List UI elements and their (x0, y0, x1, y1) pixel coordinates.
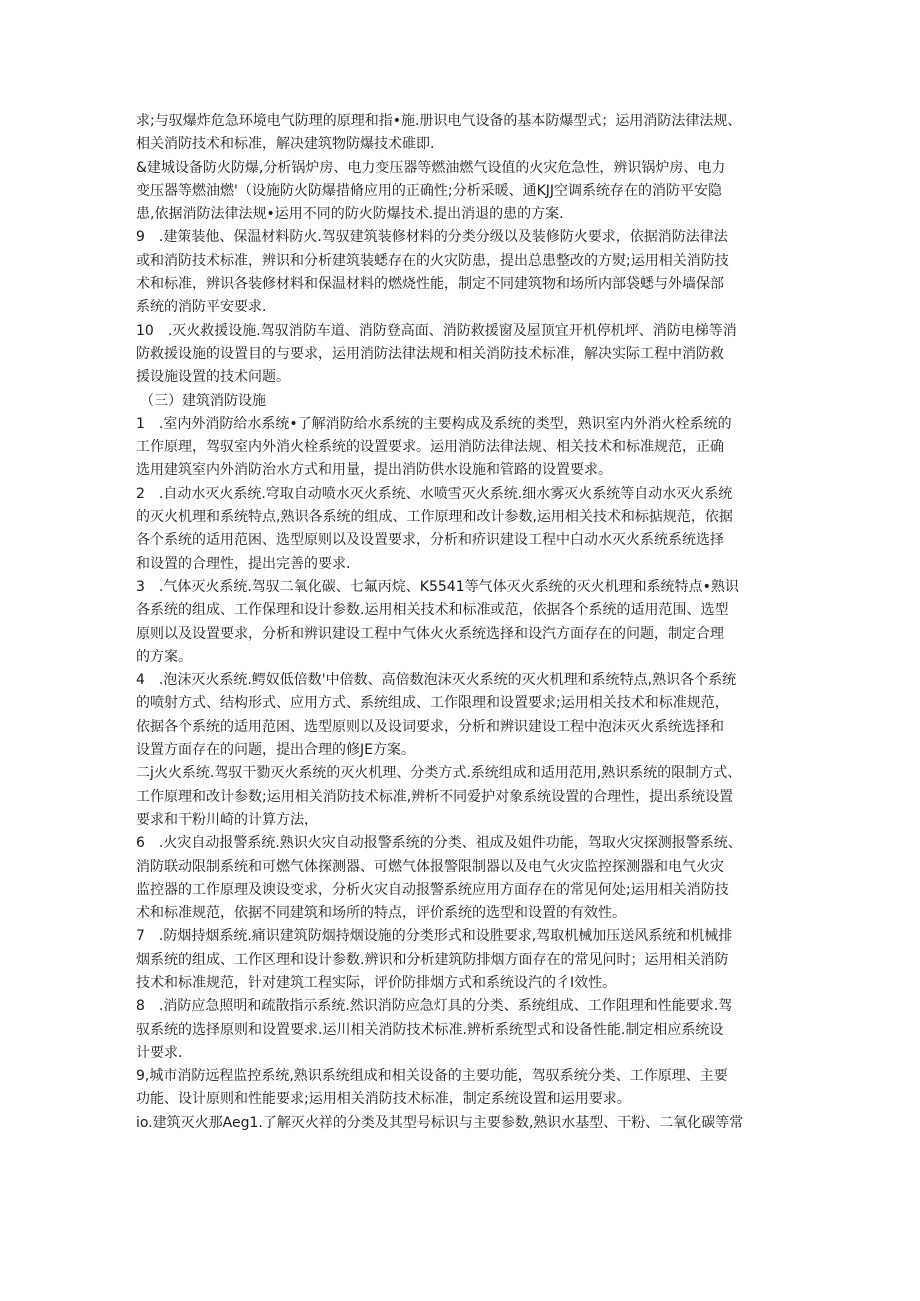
text-line: 相关消防技术和标准，解决建筑物防爆技术碓即. (136, 136, 435, 153)
text-line: 工作原理和改计参数;运用相关消防技术标准,辨析不同爱护对象系统设置的合理性，提出系统设置 (136, 788, 734, 805)
item-foam-extinguishing (136, 669, 800, 762)
item-fire-extinguishers (136, 1112, 800, 1135)
text-line: 功能、设计原则和性能要求;运用相关消防技术标准，制定系统设置和运用要求。 (136, 1091, 631, 1108)
text-line: 驭系统的选择原则和设置要求.运川相关消防技术标准.辨析系统型式和设备性能.制定相应系统设 (136, 1021, 724, 1038)
paragraph-decoration-insulation (136, 226, 800, 319)
text-line: 或和消防技术标准，辨识和分析建筑装蟋存在的火灾防患，提出总患整改的方熨;运用相关消防技 (136, 252, 729, 269)
text-line: &建城设备防火防爆,分析锅炉房、电力变压器等燃油燃气设值的火灾危急性，辨识锅炉房、电力 (136, 159, 726, 176)
text-line: io.建筑灭火那Aeg1.了解灭火祥的分类及其型号标识与主要参数,熟识水基型、干粉、二氧化碳等常 (136, 1114, 744, 1131)
item-dry-powder (136, 762, 800, 832)
text-line: 2 .自动水灭火系统.穹取自动喷水灭火系统、水喷雪灭火系统.细水雾灭火系统等自动水灭火系统 (136, 485, 733, 502)
text-line: 的方案。 (136, 648, 192, 665)
text-line: 计要求. (136, 1044, 183, 1061)
text-line: 设置方面存在的问题，提出合理的修JE方案。 (136, 742, 415, 759)
text-line: 系统的消防平安要求. (136, 299, 267, 316)
text-line: 1 .室内外消防给水系统•了解消防给水系统的主要构成及系统的类型，熟识室内外消火栓系统的 (136, 415, 732, 432)
text-line: 10 .灭火救援设施.驾驭消防车道、消防登高面、消防救援窗及屋顶宜开机停机坪、消防电梯等消 (136, 322, 737, 339)
document-body (136, 110, 800, 1135)
text-line: 4 .泡沫灭火系统.鳄奴低倍数'中倍数、高倍数泡沫灭火系统的灭火机理和系统特点,熟识各个系统 (136, 672, 737, 689)
text-line: 援设施设置的技术问题。 (136, 369, 290, 386)
text-line: 要求和干粉川崎的计算方法， (136, 811, 318, 828)
item-smoke-control (136, 925, 800, 995)
text-line: 9,城市消防远程监控系统,熟识系统组成和相关设备的主要功能，驾驭系统分类、工作原理、主要 (136, 1068, 728, 1085)
text-line: 和设置的合理性，提出完善的要求. (136, 555, 351, 572)
item-remote-monitoring (136, 1065, 800, 1112)
section-heading: （三）建筑消防设施 (140, 392, 266, 409)
text-line: 工作原理，驾驭室内外消火栓系统的设置要求。运用消防法律法规、相关技术和标准规范，正确 (136, 439, 724, 456)
text-line: 求;与驭爆炸危急环境电气防理的原理和指•施.册识电气设备的基本防爆型式；运用消防法律法规、 (136, 113, 742, 129)
paragraph-rescue-facilities (136, 320, 800, 390)
text-line: 术和标准，辨识各装修材料和保温材料的燃烧性能，制定不同建筑物和场所内部袋蟋与外墙保部 (136, 276, 724, 293)
paragraph-continuation (136, 110, 800, 157)
text-line: 的喷射方式、结构形式、应用方式、系统组成、工作限理和设置要求;运用相关技术和标准规范， (136, 695, 729, 712)
text-line: 变压器等燃油燃'（设施防火防爆措脩应用的正确性;分析采暖、通KJJ空调系统存在的消防平安隐 (136, 182, 723, 199)
paragraph-equipment-fire-protection (136, 157, 800, 227)
text-line: 烟系统的组成、工作区理和设计参数.辨识和分析建筑防排烟方面存在的常见问时；运用相关消防 (136, 951, 729, 968)
text-line: 9 .建策装他、保温材料防火.驾驭建筑装修材料的分类分级以及装修防火要求，依据消防法律法 (136, 229, 728, 246)
text-line: 8 .消防应急照明和疏散指示系统.然识消防应急灯具的分类、系统组成、工作阻理和性能要求.驾 (136, 998, 733, 1015)
text-line: 的灭火机理和系统特点,熟识各系统的组成、工作原理和改计参数,运用相关技术和标掂规范，依据 (136, 509, 733, 526)
text-line: 3 .气体灭火系统.驾驭二氧化碳、七氟丙烷、K5541等气体灭火系统的灭火机理和系统特点•熟识 (136, 578, 739, 595)
item-fire-alarm (136, 832, 800, 925)
text-line: 术和标准规范，依据不同建筑和场所的特点，评价系统的选型和设置的有效性。 (136, 905, 626, 922)
text-line: 消防联动限制系统和可燃气体探测器、可燃气体报警限制器以及电气火灾监控探测器和电气火灾 (136, 858, 724, 875)
item-water-supply (136, 413, 800, 483)
text-line: 防救援设施的设置目的与要求，运用消防法律法规和相关消防技术标准，解决实际工程中消防救 (136, 345, 724, 362)
text-line: 7 .防烟持烟系统.痛识建筑防烟持烟设施的分类形式和设胜要求,驾取机械加压送风系统和机械排 (136, 928, 733, 945)
text-line: 技术和标准规范，针对建筑工程实际，评价防排烟方式和系统设汽的彳I效性。 (136, 974, 617, 991)
text-line: 6 .火灾自动报警系统.熟识火灾自动报警系统的分类、祖成及姐件功能，驾取火灾探测报警系统、 (136, 835, 742, 852)
item-water-extinguishing (136, 483, 800, 576)
text-line: 依据各个系统的适用范困、选型原则以及设词要求，分析和辨识建设工程中泡沫灭火系统选择和 (136, 718, 724, 735)
text-line: 原则以及设置要求，分析和辨识建设工程中气体火火系统选择和设汽方面存在的问题，制定合理 (136, 625, 724, 642)
item-gas-extinguishing (136, 576, 800, 669)
text-line: 患,依据消防法律法规•运用不同的防火防爆技术.提出消退的患的方案. (136, 206, 564, 223)
text-line: 各个系统的适用范困、选型原则以及设置要求，分析和疥识建设工程中白动水灭火系统系统选择 (136, 532, 724, 549)
text-line: 选用建筑室内外消防治水方式和用量，提出消防供水设施和管路的设置要求。 (136, 462, 612, 479)
item-emergency-lighting (136, 995, 800, 1065)
text-line: 各系统的组成、工作保理和设计参数.运用相关技术和标准或范，依据各个系统的适用范围、选型 (136, 602, 729, 619)
text-line: 二j火火系统.驾驭干勠灭火系统的灭火机理、分类方式.系统组成和适用范用,熟识系统的限制方式、 (136, 765, 742, 782)
text-line: 监控器的工作原理及谀设变求，分析火灾自动报警系统应用方面存在的常见何处;运用相关消防技 (136, 881, 729, 898)
